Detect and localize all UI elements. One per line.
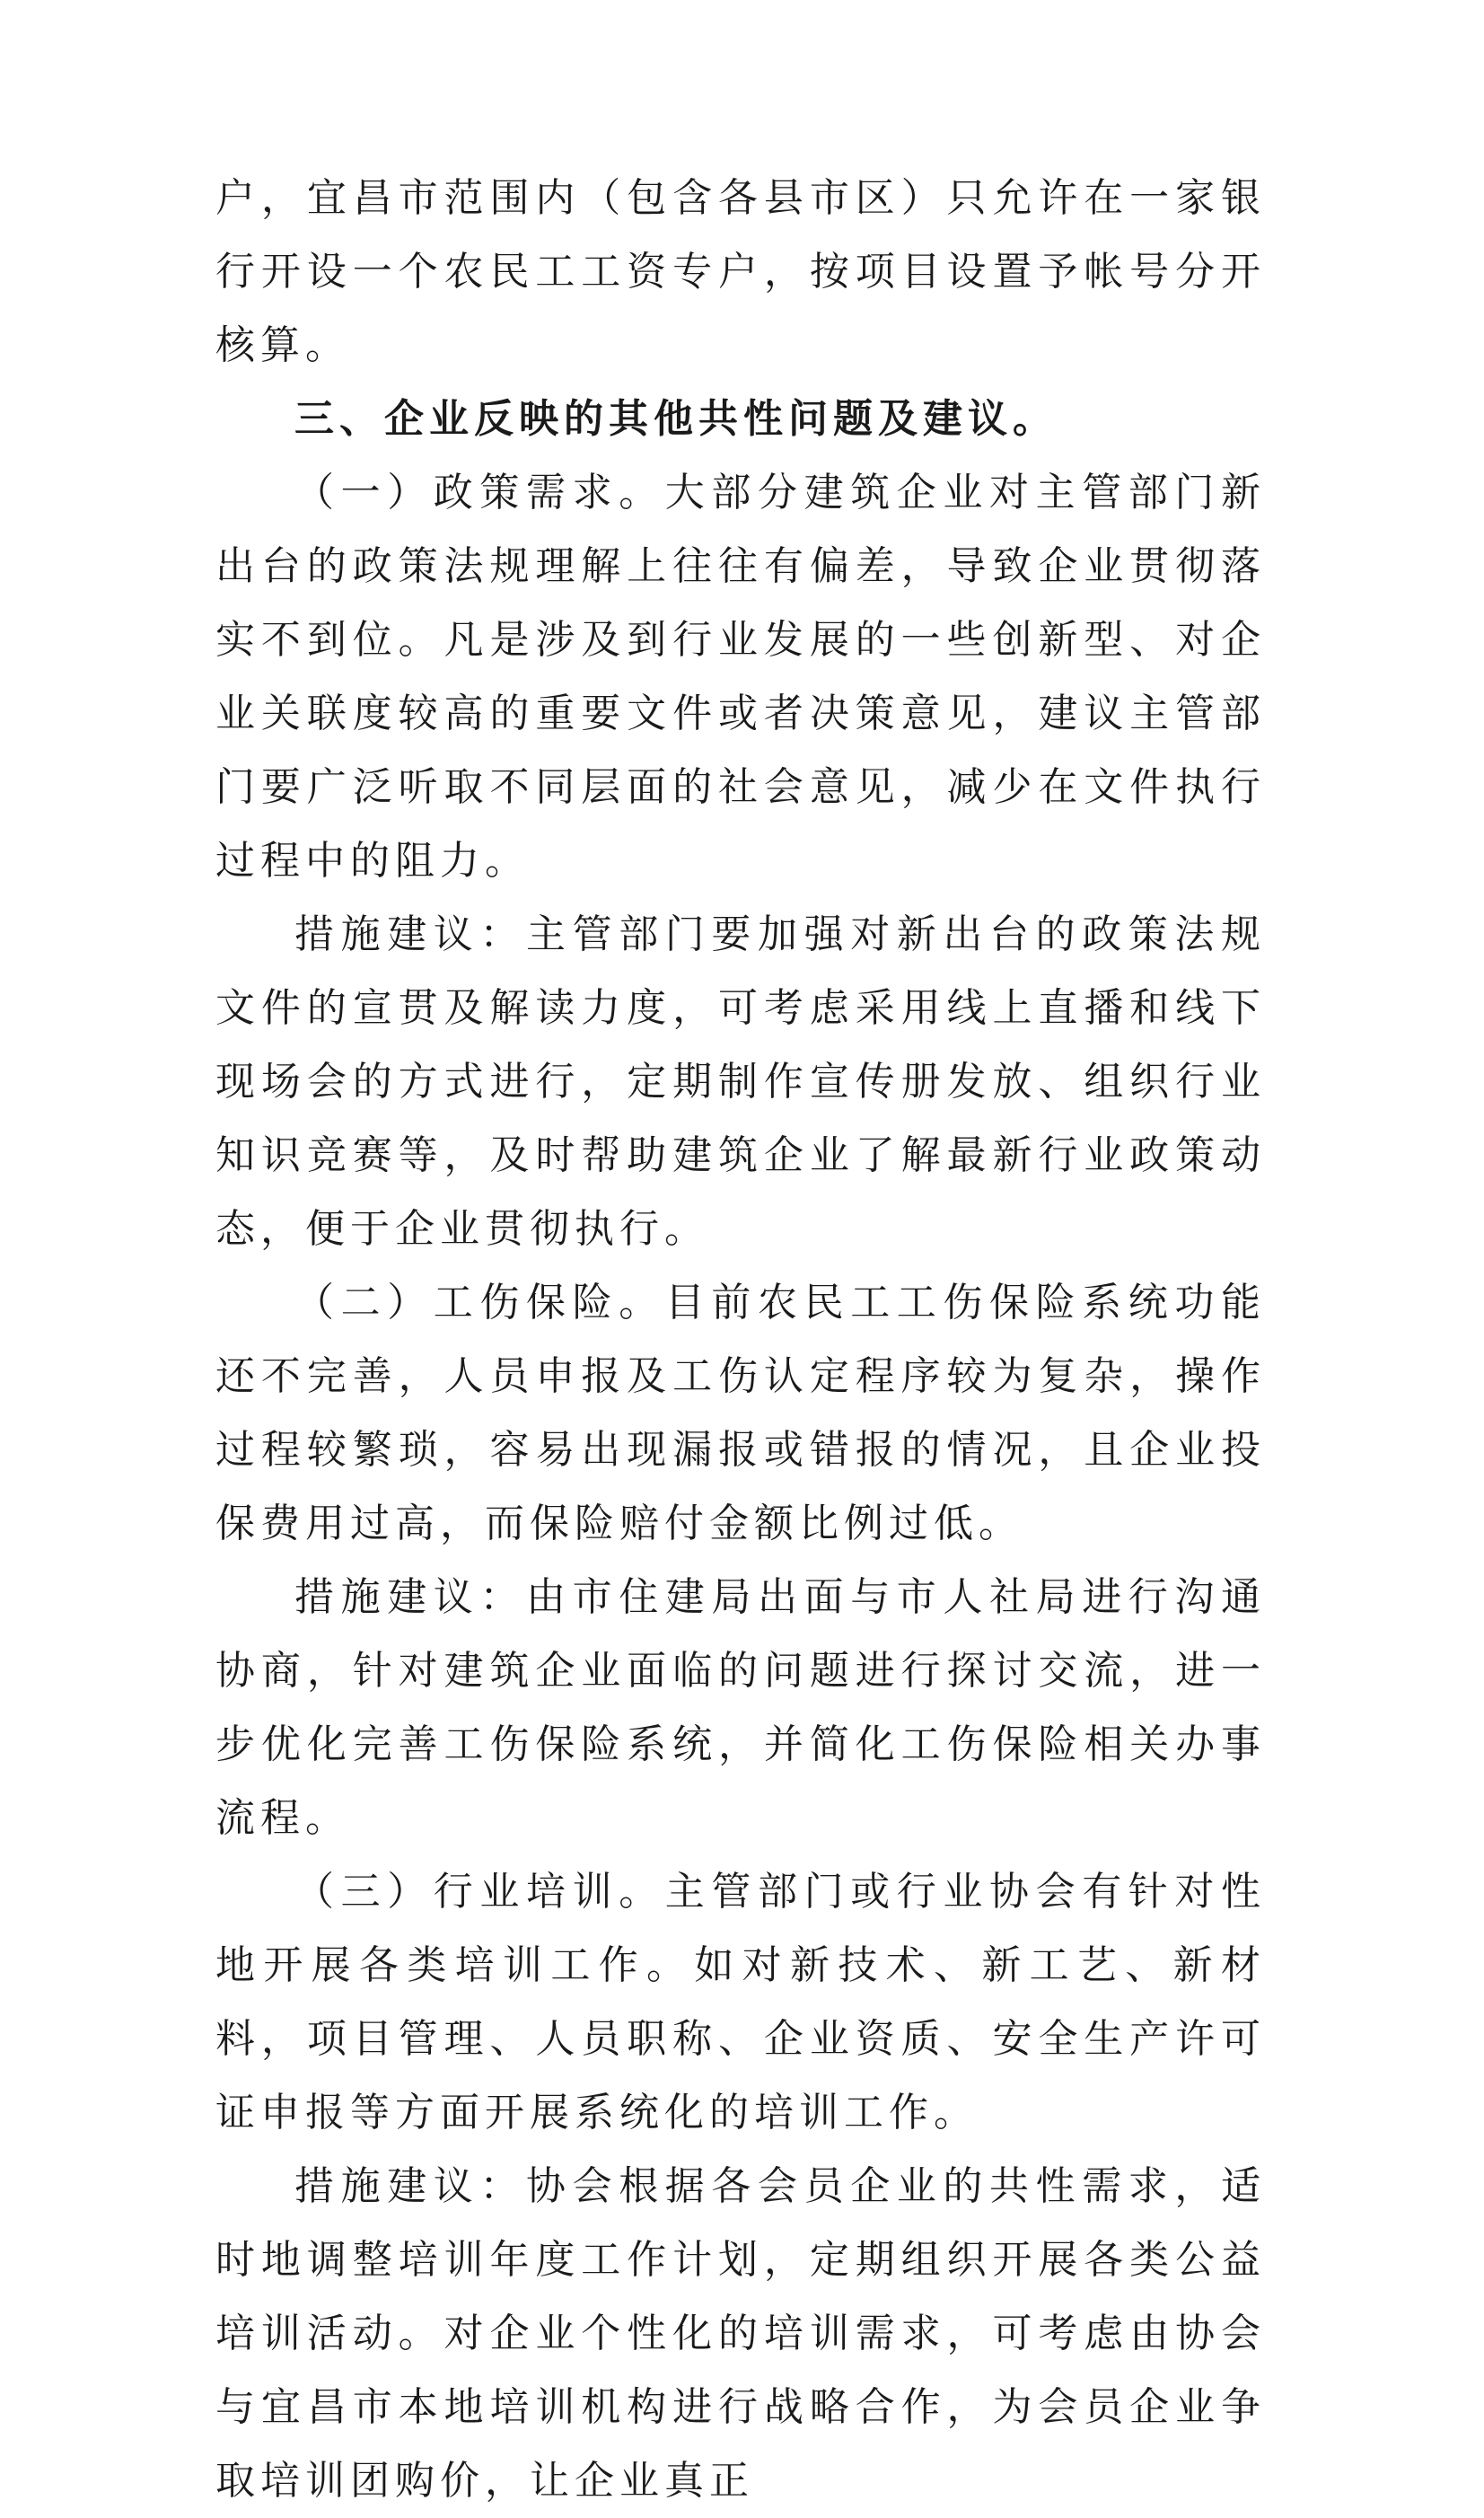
paragraph-continuation: 户，宜昌市范围内（包含各县市区）只允许在一家银行开设一个农民工工资专户，按项目设置予帐号分开核算。	[215, 175, 1266, 368]
document-body	[215, 162, 1266, 2518]
paragraph-insurance-measures: 措施建议：由市住建局出面与市人社局进行沟通协商，针对建筑企业面临的问题进行探讨交流，进一步优化完善工伤保险系统，并简化工伤保险相关办事流程。	[215, 1574, 1266, 1841]
paragraph-policy-measures: 措施建议：主管部门要加强对新出台的政策法规文件的宣贯及解读力度，可考虑采用线上直播和线下现场会的方式进行，定期制作宣传册发放、组织行业知识竞赛等，及时帮助建筑企业了解最新行业政策动态，便于企业贯彻执行。	[215, 911, 1266, 1252]
section-heading-3: 三、企业反映的其他共性问题及建议。	[294, 396, 1058, 442]
paragraph-training-measures: 措施建议：协会根据各会员企业的共性需求，适时地调整培训年度工作计划，定期组织开展各类公益培训活动。对企业个性化的培训需求，可考虑由协会与宜昌市本地培训机构进行战略合作，为会员企业争取培训团购价，让企业真正	[215, 2163, 1266, 2504]
paragraph-injury-insurance: （二）工伤保险。目前农民工工伤保险系统功能还不完善，人员申报及工伤认定程序较为复杂，操作过程较繁琐，容易出现漏报或错报的情况，且企业投保费用过高，而保险赔付金额比例过低。	[215, 1280, 1266, 1546]
paragraph-policy-needs: （一）政策需求。大部分建筑企业对主管部门新出台的政策法规理解上往往有偏差，导致企业贯彻落实不到位。凡是涉及到行业发展的一些创新型、对企业关联度较高的重要文件或者决策意见，建议主管部门要广泛听取不同层面的社会意见，减少在文件执行过程中的阻力。	[215, 470, 1266, 884]
paragraph-industry-training: （三）行业培训。主管部门或行业协会有针对性地开展各类培训工作。如对新技术、新工艺、新材料，项目管理、人员职称、企业资质、安全生产许可证申报等方面开展系统化的培训工作。	[215, 1869, 1266, 2135]
